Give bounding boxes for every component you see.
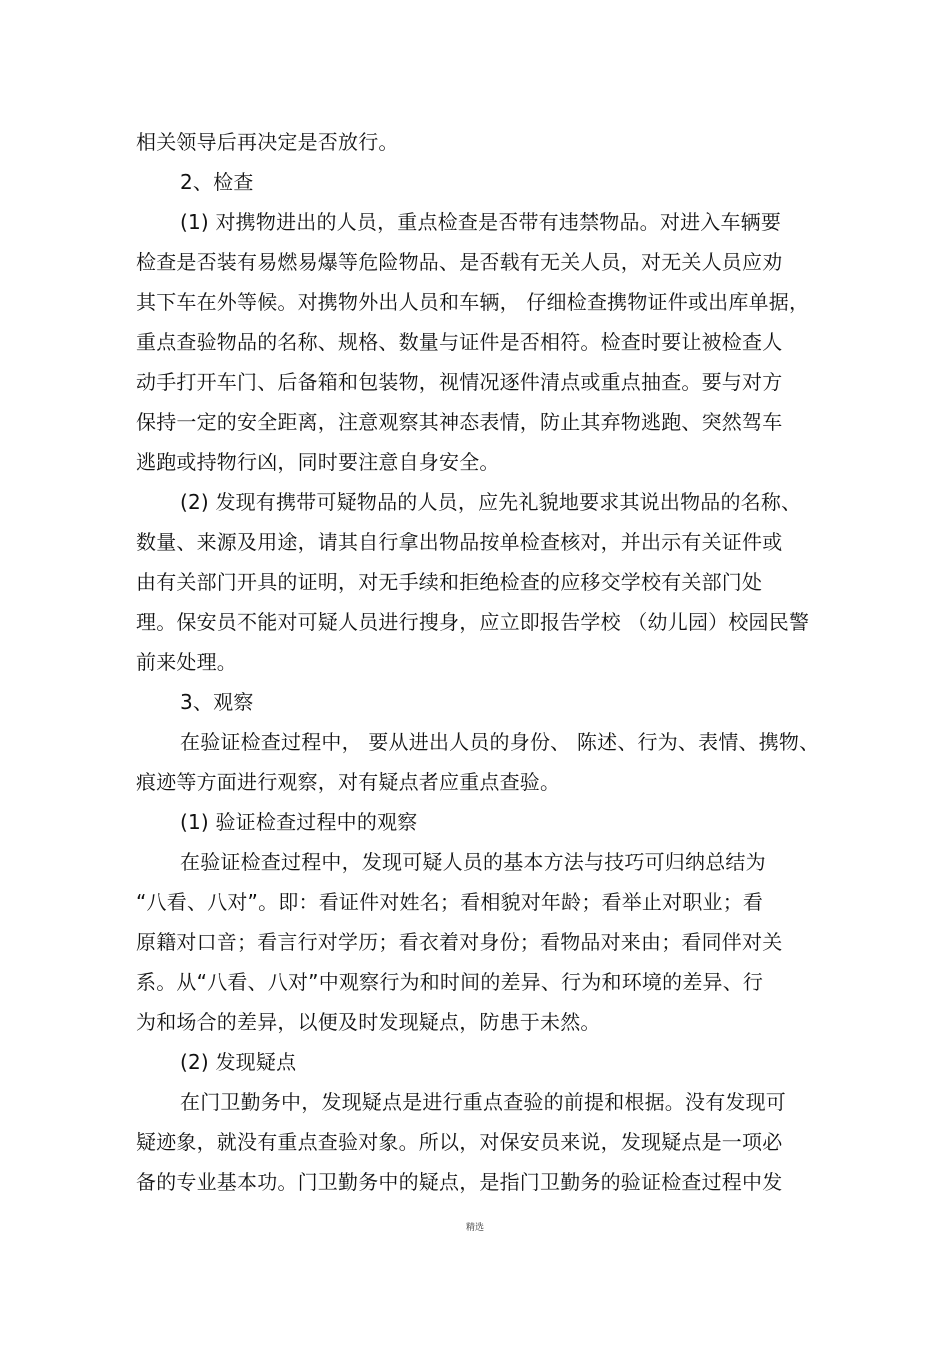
text-line: 由有关部门开具的证明，对无手续和拒绝检查的应移交学校有关部门处 [136,570,763,594]
text-line: 其下车在外等候。对携物外出人员和车辆， 仔细检查携物证件或出库单据， [136,290,810,314]
text-line: 为和场合的差异，以便及时发现疑点，防患于未然。 [136,1010,601,1034]
text-line: 检查是否装有易燃易爆等危险物品、是否载有无关人员，对无关人员应劝 [136,250,783,274]
text-line: 在验证检查过程中，发现可疑人员的基本方法与技巧可归纳总结为 [180,850,766,874]
text-line: 在验证检查过程中， 要从进出人员的身份、 陈述、行为、表情、携物、 [180,730,820,754]
text-line: 备的专业基本功。门卫勤务中的疑点，是指门卫勤务的验证检查过程中发 [136,1170,783,1194]
text-line: (1) 对携物进出的人员，重点检查是否带有违禁物品。对进入车辆要 [180,210,782,234]
text-line: 疑迹象，就没有重点查验对象。所以，对保安员来说，发现疑点是一项必 [136,1130,783,1154]
text-line: 原籍对口音；看言行对学历；看衣着对身份；看物品对来由；看同伴对关 [136,930,783,954]
text-line: 系。从“八看、八对”中观察行为和时间的差异、行为和环境的差异、行 [136,970,764,994]
text-line: 相关领导后再决定是否放行。 [136,130,399,154]
text-line: 数量、来源及用途，请其自行拿出物品按单检查核对，并出示有关证件或 [136,530,783,554]
text-line: 保持一定的安全距离，注意观察其神态表情，防止其弃物逃跑、突然驾车 [136,410,783,434]
text-line: 在门卫勤务中，发现疑点是进行重点查验的前提和根据。没有发现可 [180,1090,786,1114]
page-footer: 精选 [465,1223,484,1233]
text-line: 逃跑或持物行凶，同时要注意自身安全。 [136,450,500,474]
text-line: 前来处理。 [136,650,237,674]
text-line: 理。保安员不能对可疑人员进行搜身，应立即报告学校 （幼儿园）校园民警 [136,610,810,634]
subsection-heading: (2) 发现疑点 [180,1050,297,1074]
document-body [136,122,836,1202]
subsection-heading: (1) 验证检查过程中的观察 [180,810,418,834]
section-heading: 3、观察 [180,690,254,714]
text-line: 重点查验物品的名称、规格、数量与证件是否相符。检查时要让被检查人 [136,330,783,354]
text-line: (2) 发现有携带可疑物品的人员，应先礼貌地要求其说出物品的名称、 [180,490,802,514]
section-heading: 2、检查 [180,170,254,194]
text-line: 痕迹等方面进行观察，对有疑点者应重点查验。 [136,770,561,794]
text-line: “八看、八对”。即：看证件对姓名；看相貌对年龄；看举止对职业；看 [136,890,764,914]
text-line: 动手打开车门、后备箱和包装物，视情况逐件清点或重点抽查。要与对方 [136,370,783,394]
